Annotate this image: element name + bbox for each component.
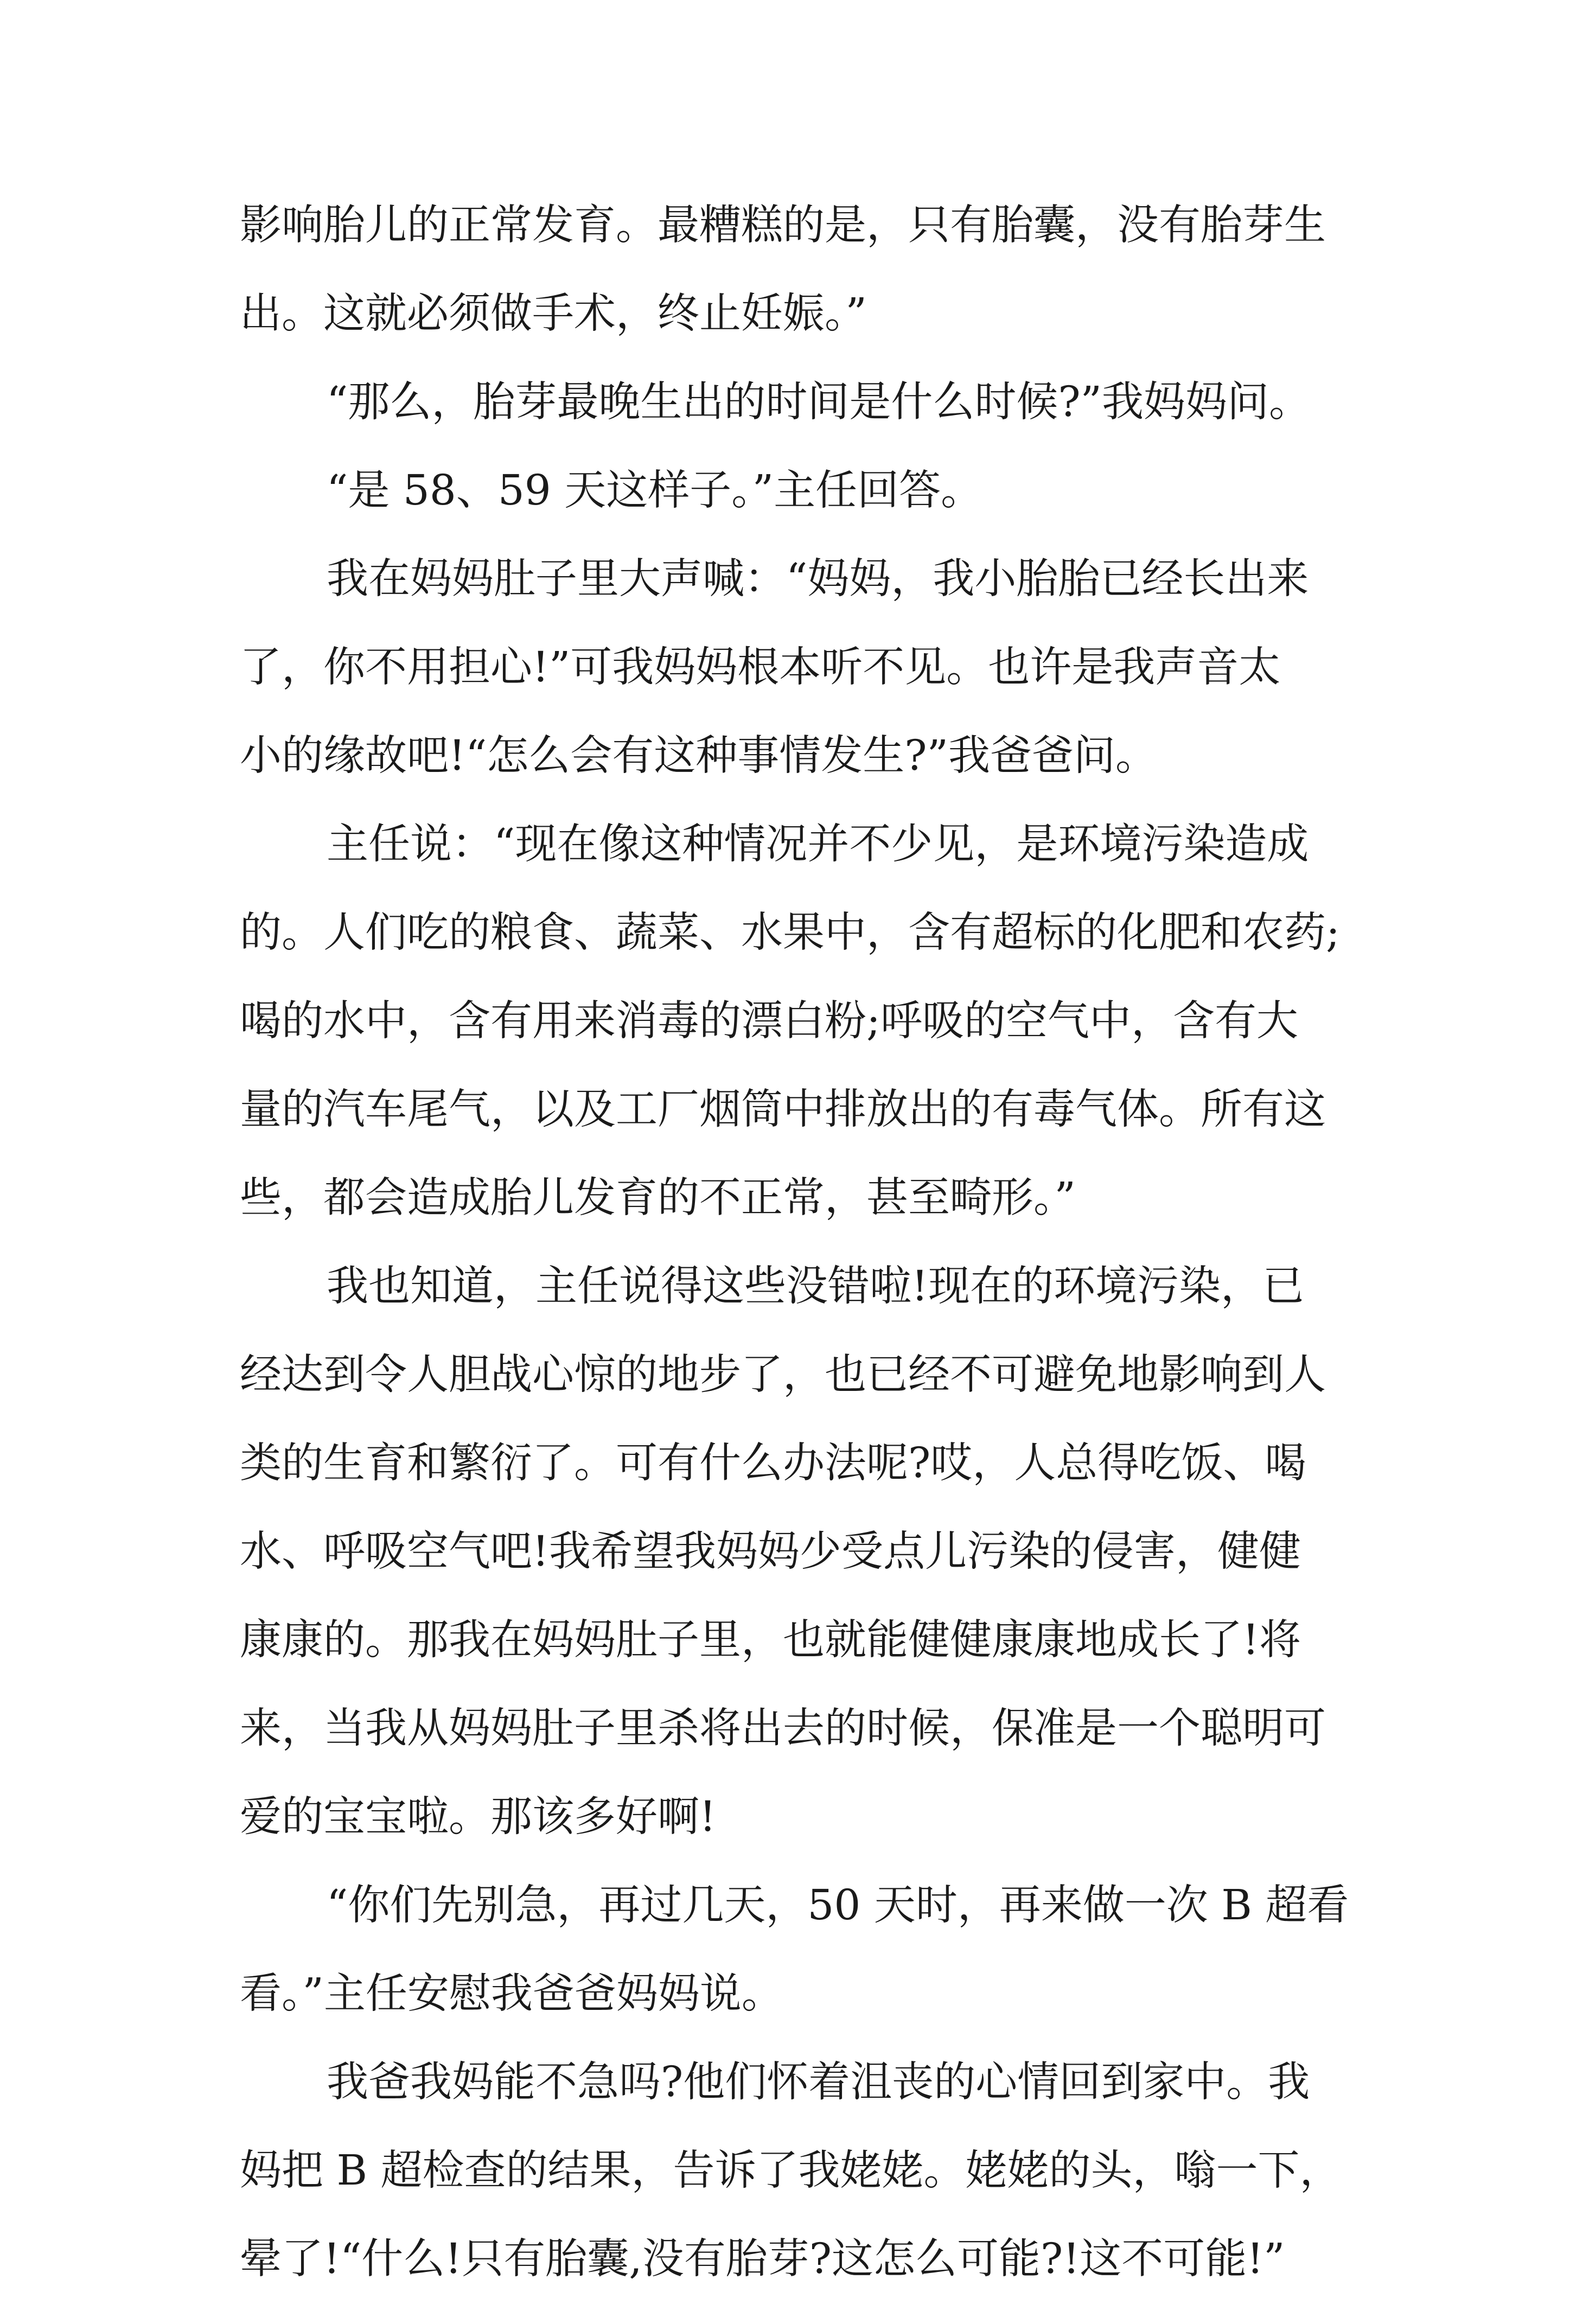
text-line: “你们先别急，再过几天，50 天时，再来做一次 B 超看 bbox=[327, 1881, 1349, 1930]
text-line: 看。”主任安慰我爸爸妈妈说。 bbox=[240, 1970, 783, 2018]
text-line: 出。这就必须做手术，终止妊娠。” bbox=[240, 290, 867, 338]
text-line: 康康的。那我在妈妈肚子里，也就能健健康康地成长了!将 bbox=[240, 1616, 1301, 1664]
text-line: 爱的宝宝啦。那该多好啊! bbox=[240, 1793, 716, 1841]
text-line: 影响胎儿的正常发育。最糟糕的是，只有胎囊，没有胎芽生 bbox=[240, 201, 1326, 250]
text-line: 我爸我妈能不急吗?他们怀着沮丧的心情回到家中。我 bbox=[327, 2058, 1310, 2106]
text-line: 些，都会造成胎儿发育的不正常，甚至畸形。” bbox=[240, 1174, 1076, 1222]
text-line: 小的缘故吧!“怎么会有这种事情发生?”我爸爸问。 bbox=[240, 732, 1157, 780]
text-line: 喝的水中，含有用来消毒的漂白粉;呼吸的空气中，含有大 bbox=[240, 997, 1298, 1045]
text-line: 水、呼吸空气吧!我希望我妈妈少受点儿污染的侵害，健健 bbox=[240, 1528, 1301, 1576]
text-line: 来，当我从妈妈肚子里杀将出去的时候，保准是一个聪明可 bbox=[240, 1704, 1326, 1753]
text-line: “那么，胎芽最晚生出的时间是什么时候?”我妈妈问。 bbox=[327, 378, 1311, 426]
text-line: 主任说：“现在像这种情况并不少见，是环境污染造成 bbox=[327, 820, 1309, 869]
text-line: 经达到令人胆战心惊的地步了，也已经不可避免地影响到人 bbox=[240, 1351, 1326, 1399]
text-line: 晕了!“什么!只有胎囊,没有胎芽?这怎么可能?!这不可能!” bbox=[240, 2235, 1285, 2283]
text-line: 类的生育和繁衍了。可有什么办法呢?哎，人总得吃饭、喝 bbox=[240, 1439, 1307, 1487]
document-page bbox=[240, 202, 1365, 2324]
text-line: 量的汽车尾气，以及工厂烟筒中排放出的有毒气体。所有这 bbox=[240, 1086, 1326, 1134]
text-line: 我也知道，主任说得这些没错啦!现在的环境污染，已 bbox=[327, 1262, 1304, 1311]
document-body bbox=[240, 202, 1365, 2283]
text-line: 我在妈妈肚子里大声喊：“妈妈，我小胎胎已经长出来 bbox=[327, 555, 1309, 603]
text-line: 了，你不用担心!”可我妈妈根本听不见。也许是我声音太 bbox=[240, 643, 1281, 692]
text-line: 的。人们吃的粮食、蔬菜、水果中，含有超标的化肥和农药; bbox=[240, 909, 1340, 957]
text-line: 妈把 B 超检查的结果，告诉了我姥姥。姥姥的头，嗡一下， bbox=[240, 2147, 1342, 2195]
text-line: “是 58、59 天这样子。”主任回答。 bbox=[327, 467, 983, 515]
